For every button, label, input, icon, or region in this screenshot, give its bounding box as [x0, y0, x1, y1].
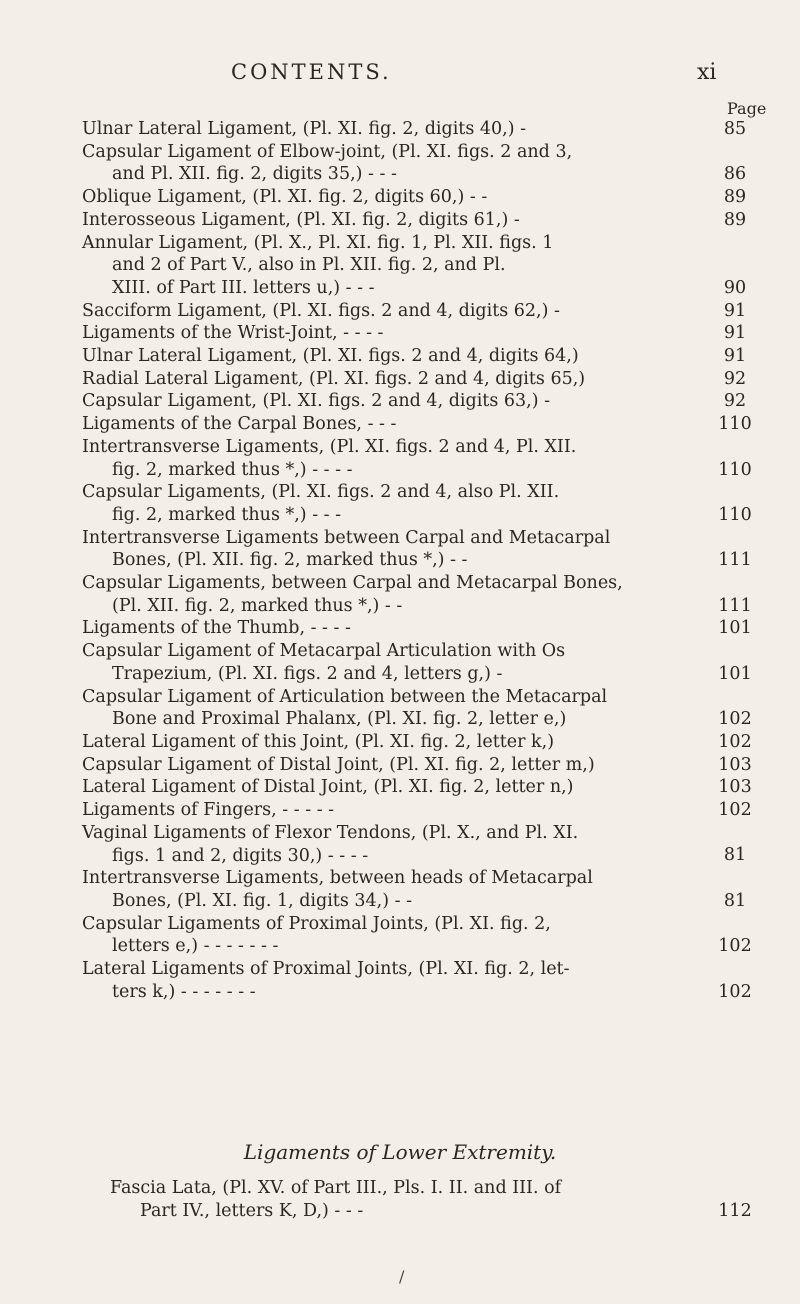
entry-page-number: 92: [723, 368, 747, 389]
entry-line: Capsular Ligaments, (Pl. XI. figs. 2 and 4, also Pl. XII.: [82, 482, 560, 503]
entry-page-number: 110: [718, 504, 752, 525]
section-contents-list: [110, 1177, 764, 1223]
entry-line: Interosseous Ligament, (Pl. XI. fig. 2, digits 61,) -: [82, 209, 520, 230]
entry-line: Annular Ligament, (Pl. X., Pl. XI. fig. 1, Pl. XII. figs. 1: [82, 232, 554, 253]
entry-page-number: 85: [723, 119, 747, 139]
entry-line: Radial Lateral Ligament, (Pl. XI. figs. 2 and 4, digits 65,): [82, 368, 586, 389]
entry-line: ters k,) - - - - - - -: [112, 981, 256, 1002]
entry-page-number: 91: [723, 323, 747, 344]
contents-entry: [82, 232, 764, 300]
entry-line: Capsular Ligament of Metacarpal Articulation with Os: [82, 641, 566, 662]
page-column-heading: Page: [727, 99, 767, 118]
entry-page-number: 91: [723, 300, 747, 321]
entry-line: Intertransverse Ligaments, (Pl. XI. figs. 2 and 4, Pl. XII.: [82, 436, 577, 457]
contents-entry: [82, 368, 764, 391]
contents-entry: [82, 186, 764, 209]
entry-page-number: 111: [718, 550, 752, 571]
entry-page-number: 101: [718, 663, 752, 684]
entry-line: Vaginal Ligaments of Flexor Tendons, (Pl. X., and Pl. XI.: [82, 822, 579, 843]
entry-line: Bones, (Pl. XI. fig. 1, digits 34,) - -: [112, 890, 412, 911]
entry-line: Capsular Ligament of Articulation between the Metacarpal: [82, 686, 608, 707]
entry-page-number: 110: [718, 459, 752, 480]
entry-line: Capsular Ligament, (Pl. XI. figs. 2 and 4, digits 63,) -: [82, 391, 551, 412]
page-header: [0, 60, 800, 90]
entry-line: fig. 2, marked thus *,) - - -: [112, 504, 342, 525]
entry-line: Lateral Ligament of Distal Joint, (Pl. XI. fig. 2, letter n,): [82, 777, 574, 798]
entry-page-number: 112: [718, 1200, 752, 1221]
entry-line: Oblique Ligament, (Pl. XI. fig. 2, digits 60,) - -: [82, 187, 488, 208]
entry-line: Ulnar Lateral Ligament, (Pl. XI. figs. 2 and 4, digits 64,): [82, 346, 579, 367]
entry-line: Bone and Proximal Phalanx, (Pl. XI. fig. 2, letter e,): [112, 709, 567, 730]
entry-line: Capsular Ligaments, between Carpal and Metacarpal Bones,: [82, 573, 623, 594]
entry-page-number: 90: [723, 277, 747, 298]
entry-line: Bones, (Pl. XII. fig. 2, marked thus *,) - -: [112, 550, 468, 571]
contents-entry: [82, 345, 764, 368]
entry-page-number: 103: [718, 754, 752, 775]
contents-entry: [82, 617, 764, 640]
running-title: CONTENTS.: [231, 60, 392, 84]
entry-line: Sacciform Ligament, (Pl. XI. figs. 2 and 4, digits 62,) -: [82, 300, 560, 321]
entry-page-number: 102: [718, 981, 752, 1002]
entry-page-number: 81: [723, 890, 747, 911]
stray-mark: /: [399, 1267, 405, 1286]
entry-line: and Pl. XII. fig. 2, digits 35,) - - -: [112, 164, 397, 185]
page-number: xi: [697, 60, 717, 85]
section-heading: Ligaments of Lower Extremity.: [243, 1140, 557, 1164]
entry-line: fig. 2, marked thus *,) - - - -: [112, 459, 353, 480]
entry-line: Ligaments of the Carpal Bones, - - -: [82, 414, 397, 435]
contents-entry: [82, 754, 764, 777]
entry-line: Lateral Ligaments of Proximal Joints, (Pl. XI. fig. 2, let-: [82, 959, 570, 980]
entry-page-number: 110: [718, 414, 752, 435]
entry-page-number: 102: [718, 709, 752, 730]
contents-entry: [110, 1177, 764, 1223]
contents-entry: [82, 776, 764, 799]
entry-line: figs. 1 and 2, digits 30,) - - - -: [112, 845, 369, 866]
contents-entry: [82, 913, 764, 958]
entry-line: Intertransverse Ligaments between Carpal and Metacarpal: [82, 527, 611, 548]
contents-entry: [82, 481, 764, 526]
entry-line: Capsular Ligament of Elbow-joint, (Pl. XI. figs. 2 and 3,: [82, 141, 573, 162]
entry-page-number: 111: [718, 595, 752, 616]
entry-line: Capsular Ligaments of Proximal Joints, (Pl. XI. fig. 2,: [82, 913, 551, 934]
entry-page-number: 101: [718, 618, 752, 639]
contents-entry: [82, 958, 764, 1003]
contents-entry: [82, 300, 764, 323]
entry-line: (Pl. XII. fig. 2, marked thus *,) - -: [112, 595, 403, 616]
contents-entry: [82, 390, 764, 413]
entry-page-number: 89: [723, 209, 747, 230]
entry-page-number: 102: [718, 800, 752, 821]
entry-page-number: 102: [718, 731, 752, 752]
contents-entry: [82, 527, 764, 572]
entry-line: Part IV., letters K, D,) - - -: [140, 1201, 364, 1221]
contents-entry: [82, 436, 764, 481]
entry-line: Ligaments of the Wrist-Joint, - - - -: [82, 323, 384, 344]
contents-entry: [82, 413, 764, 436]
entry-line: Ulnar Lateral Ligament, (Pl. XI. fig. 2, digits 40,) -: [82, 119, 527, 139]
entry-page-number: 102: [718, 936, 752, 957]
entry-line: Ligaments of the Thumb, - - - -: [82, 618, 351, 639]
contents-list: [82, 118, 764, 1003]
contents-entry: [82, 731, 764, 754]
entry-page-number: 92: [723, 391, 747, 412]
entry-line: Trapezium, (Pl. XI. figs. 2 and 4, letters g,) -: [112, 663, 503, 684]
contents-entry: [82, 572, 764, 617]
contents-entry: [82, 141, 764, 186]
contents-entry: [82, 822, 764, 867]
contents-entry: [82, 867, 764, 912]
entry-line: Capsular Ligament of Distal Joint, (Pl. XI. fig. 2, letter m,): [82, 754, 595, 775]
contents-entry: [82, 686, 764, 731]
entry-line: Fascia Lata, (Pl. XV. of Part III., Pls. I. II. and III. of: [110, 1178, 562, 1198]
entry-page-number: 81: [723, 845, 747, 866]
entry-page-number: 91: [723, 346, 747, 367]
entry-line: Ligaments of Fingers, - - - - -: [82, 800, 335, 821]
entry-line: Lateral Ligament of this Joint, (Pl. XI. fig. 2, letter k,): [82, 731, 555, 752]
contents-entry: [82, 118, 764, 141]
entry-line: and 2 of Part V., also in Pl. XII. fig. 2, and Pl.: [112, 255, 506, 276]
contents-entry: [82, 640, 764, 685]
entry-page-number: 86: [723, 164, 747, 185]
entry-line: XIII. of Part III. letters u,) - - -: [112, 277, 375, 298]
contents-entry: [82, 209, 764, 232]
contents-entry: [82, 322, 764, 345]
entry-line: letters e,) - - - - - - -: [112, 936, 279, 957]
entry-line: Intertransverse Ligaments, between heads of Metacarpal: [82, 868, 593, 889]
entry-page-number: 89: [723, 187, 747, 208]
contents-entry: [82, 799, 764, 822]
entry-page-number: 103: [718, 777, 752, 798]
